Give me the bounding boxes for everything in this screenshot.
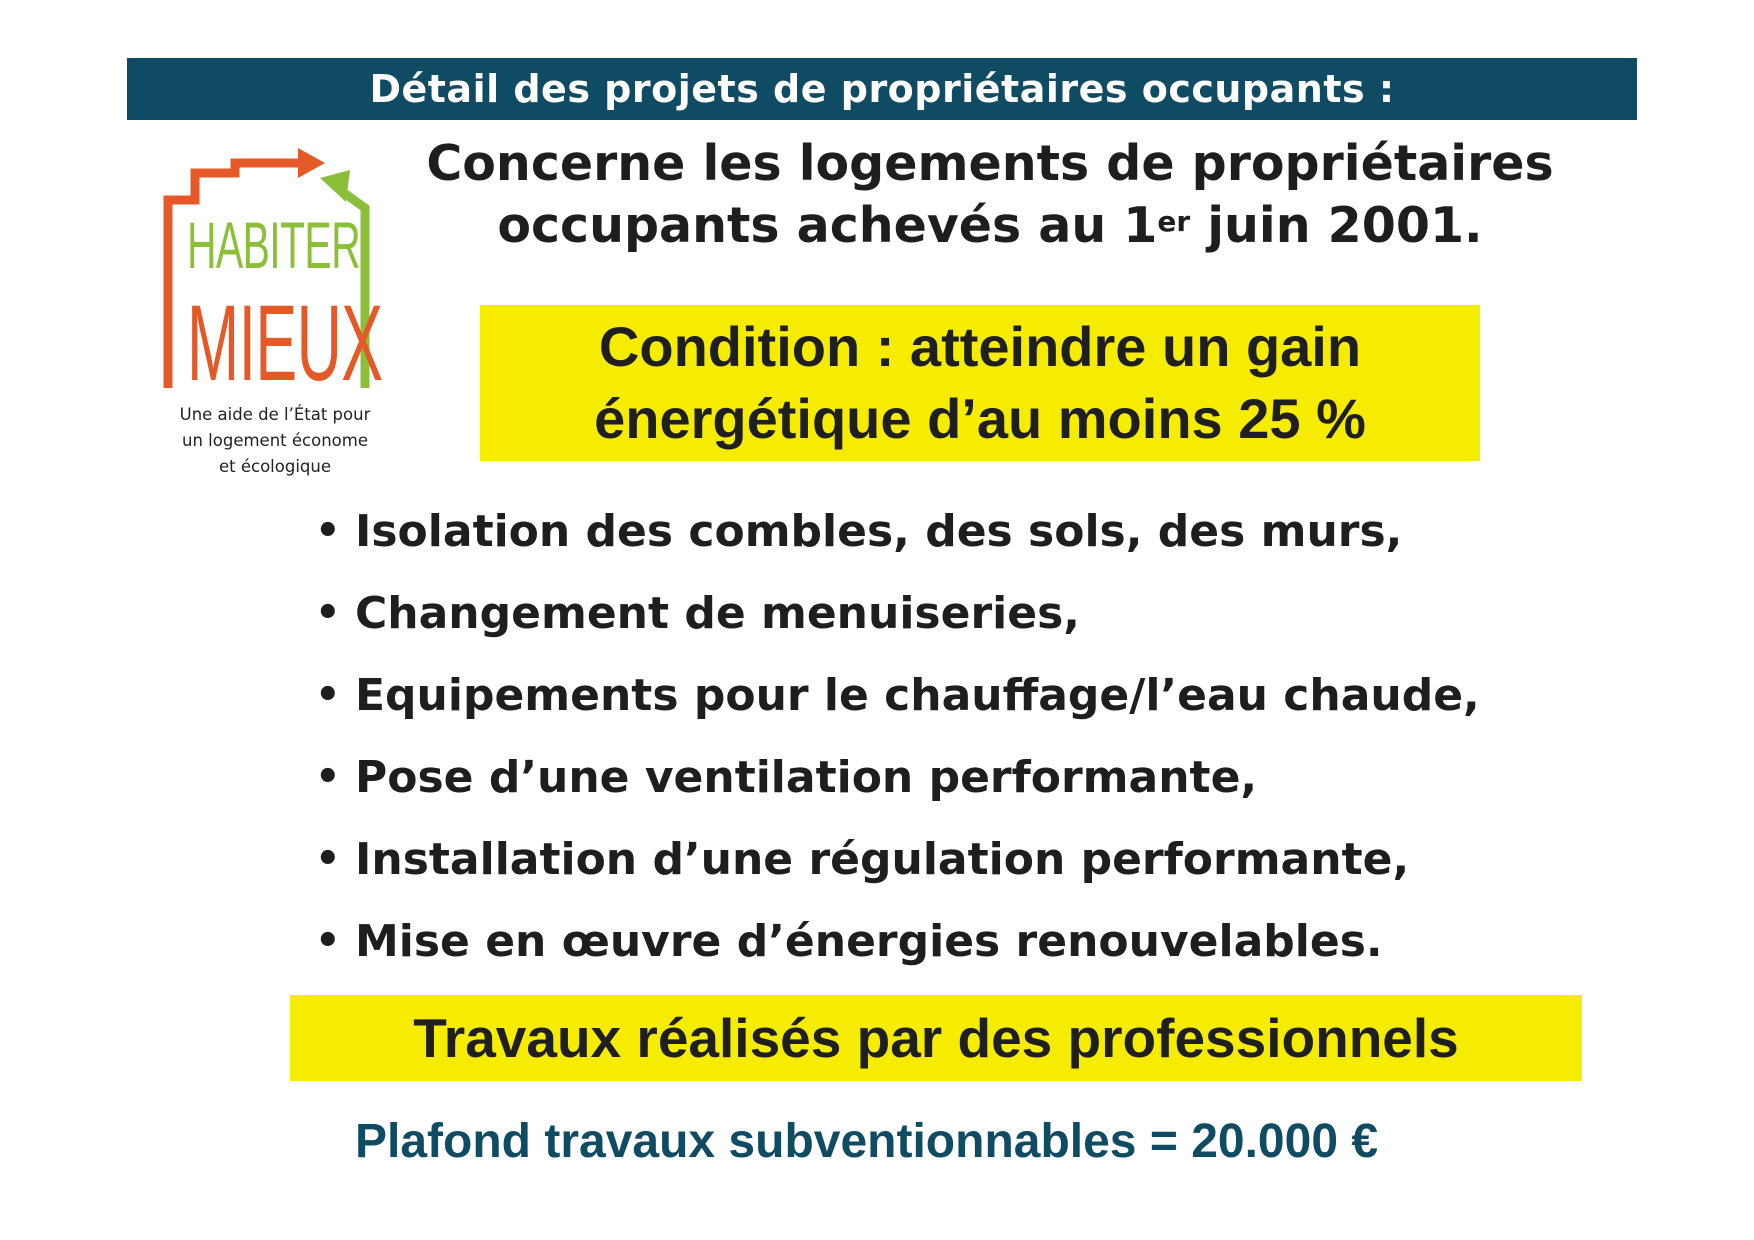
- list-item: • Mise en œuvre d’énergies renouvelables.: [315, 915, 1383, 967]
- bullet-icon: •: [315, 508, 341, 554]
- header-title: Détail des projets de propriétaires occupants :: [369, 67, 1395, 111]
- arrow-up-left-icon: [320, 170, 350, 202]
- logo-word-mieux: MIEUX: [187, 282, 383, 403]
- condition-line-1: Condition : atteindre un gain: [598, 315, 1362, 378]
- logo-tagline-line: et écologique: [218, 457, 331, 476]
- logo-tagline: [150, 402, 400, 480]
- list-item: • Equipements pour le chauffage/l’eau chaude,: [315, 669, 1480, 721]
- logo-word-habiter: HABITER: [187, 208, 361, 282]
- list-item: • Pose d’une ventilation performante,: [315, 751, 1258, 803]
- ceiling-amount: Plafond travaux subventionnables = 20.000 €: [355, 1115, 1379, 1168]
- professionals-box: [290, 995, 1582, 1081]
- list-item: • Isolation des combles, des sols, des murs,: [315, 505, 1403, 557]
- intro-line-1: Concerne les logements de propriétaires: [426, 135, 1554, 192]
- professionals-text: Travaux réalisés par des professionnels: [413, 1007, 1459, 1069]
- condition-line-2: énergétique d’au moins 25 %: [594, 387, 1366, 450]
- intro-statement: [420, 133, 1560, 257]
- bullet-icon: •: [315, 836, 341, 882]
- bullet-icon: •: [315, 754, 341, 800]
- list-item: • Changement de menuiseries,: [315, 587, 1080, 639]
- condition-box: [480, 305, 1480, 461]
- bullet-icon: •: [315, 918, 341, 964]
- logo-tagline-line: Une aide de l’État pour: [179, 405, 371, 424]
- arrow-right-icon: [298, 148, 325, 178]
- habiter-mieux-logo: [150, 140, 400, 485]
- logo-tagline-line: un logement économe: [182, 431, 368, 450]
- intro-line-2: occupants achevés au 1er juin 2001.: [497, 197, 1483, 254]
- works-list: [315, 490, 1480, 982]
- header-band: [127, 58, 1637, 120]
- list-item: • Installation d’une régulation performante,: [315, 833, 1410, 885]
- bullet-icon: •: [315, 672, 341, 718]
- bullet-icon: •: [315, 590, 341, 636]
